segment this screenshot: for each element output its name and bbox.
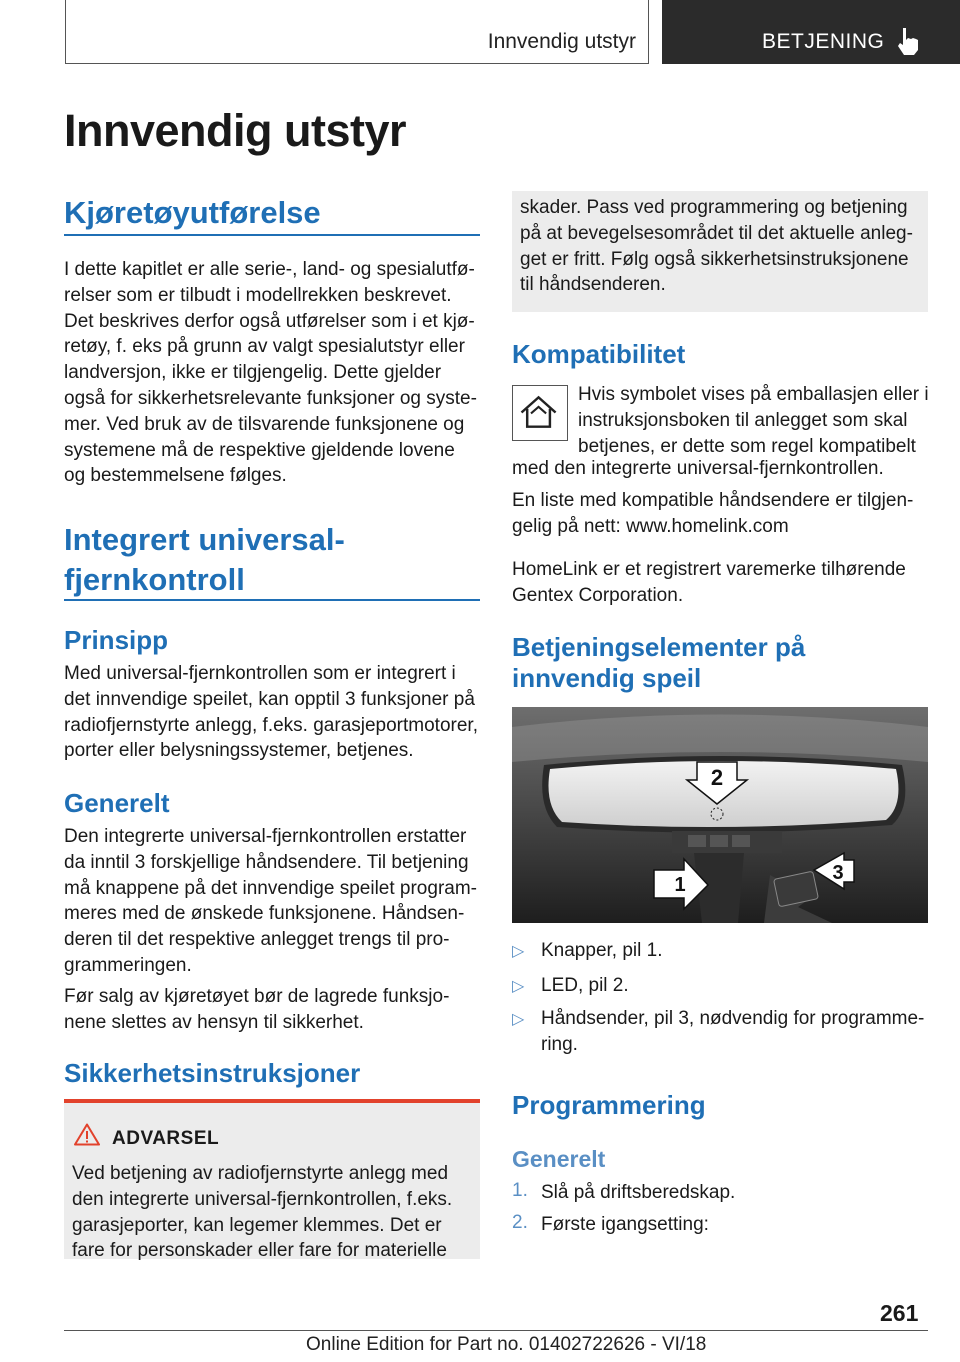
step-text: Slå på driftsberedskap.: [541, 1182, 736, 1203]
step-number: 1.: [512, 1180, 528, 1201]
warning-box: [64, 1099, 480, 1262]
warning-box-continued: [512, 191, 928, 312]
warning-text: Ved betjening av radiofjernstyrte anlegg med den integrerte universal-fjernkontrollen, f.eks. garasjeporter, kan legemer klemmes. Det er fare for personskader eller fare for materielle: [72, 1163, 453, 1262]
list-bullet: ▷: [512, 978, 525, 995]
heading-vehicle-design: Kjøretøyutførelse: [64, 195, 321, 230]
footer-rule: [64, 1330, 928, 1331]
vehicle-design-text: I dette kapitlet er alle serie-, land- og spesialutfø- relser som er tilbudt i modellrekken beskrevet. Det beskrives derfor også utførelser som i et kjø- retøy, f. eks på grunn av valgt spesialutstyr eller landversjon, ikke er tilgjengelig. Dette gjelder også for sikkerhetsrelevante funksjoner og syste- mer. Ved bruk av de tilsvarende funksjonene og systemene må de respektive gjeldende lovene og bestemmelsene følges.: [64, 259, 477, 487]
heading-principle: Prinsipp: [64, 625, 169, 655]
heading-safety: Sikkerhetsinstruksjoner: [64, 1058, 361, 1088]
heading-general: Generelt: [64, 788, 170, 818]
header-chapter-tab: [662, 0, 960, 64]
compatible-list-text: En liste med kompatible håndsendere er tilgjen- gelig på nett: www.homelink.com: [512, 490, 914, 537]
list-item: Håndsender, pil 3, nødvendig for programme- ring.: [541, 1008, 925, 1055]
interior-mirror-figure: [512, 707, 928, 923]
heading-programming: Programmering: [512, 1090, 706, 1120]
heading-controls: Betjeningselementer på innvendig speil: [512, 632, 806, 693]
pointing-hand-icon: [894, 26, 922, 56]
heading-rule: [64, 599, 480, 601]
arrow-label-1: 1: [674, 874, 686, 896]
warning-text-continued: skader. Pass ved programmering og betjening på at bevegelsesområdet til det aktuelle anleg- get er fritt. Følg også sikkerhetsinstruksjonene til håndsenderen.: [520, 197, 913, 296]
general-text: Den integrerte universal-fjernkontrollen erstatter da inntil 3 forskjellige håndsendere. Til betjening må knappene på det innvendige speilet program- meres med de ønskede funksjonene. Håndsen- deren til det respektive anlegget trengs til pro- grammeringen.: [64, 826, 477, 976]
page-title: Innvendig utstyr: [64, 105, 407, 156]
header-section-tab: [65, 0, 649, 64]
trademark-text: HomeLink er et registrert varemerke tilhørende Gentex Corporation.: [512, 559, 906, 606]
footer-edition: Online Edition for Part no. 01402722626 - VI/18: [306, 1334, 707, 1355]
heading-rule: [64, 234, 480, 236]
header-section-title: Innvendig utstyr: [487, 30, 636, 53]
homelink-house-icon: [512, 385, 568, 441]
arrow-label-3: 3: [832, 862, 844, 884]
step-text: Første igangsetting:: [541, 1214, 709, 1235]
principle-text: Med universal-fjernkontrollen som er integrert i det innvendige speilet, kan opptil 3 funksjoner på radiofjernstyrte anlegg, f.eks. garasjeportmotorer, porter eller belysningssystemer, betjenes.: [64, 663, 478, 762]
page-number: 261: [880, 1300, 919, 1326]
heading-universal-remote: Integrert universal- fjernkontroll: [64, 522, 345, 597]
list-item: LED, pil 2.: [541, 975, 629, 996]
header-chapter-title: BETJENING: [762, 30, 885, 53]
compatibility-text: Hvis symbolet vises på emballasjen eller i instruksjonsboken til anlegget som skal betjenes, er dette som regel kompatibelt: [578, 384, 929, 457]
list-bullet: ▷: [512, 1011, 525, 1028]
step-number: 2.: [512, 1212, 528, 1233]
compatibility-text-end: med den integrerte universal-fjernkontrollen.: [512, 458, 884, 479]
heading-compatibility: Kompatibilitet: [512, 339, 686, 369]
warning-label: ADVARSEL: [112, 1128, 220, 1149]
warning-triangle-icon: [74, 1123, 100, 1146]
general-sale-text: Før salg av kjøretøyet bør de lagrede funksjo- nene slettes av hensyn til sikkerhet.: [64, 986, 450, 1033]
heading-programming-general: Generelt: [512, 1146, 606, 1172]
list-bullet: ▷: [512, 943, 525, 960]
list-item: Knapper, pil 1.: [541, 940, 663, 961]
arrow-label-2: 2: [710, 765, 724, 790]
